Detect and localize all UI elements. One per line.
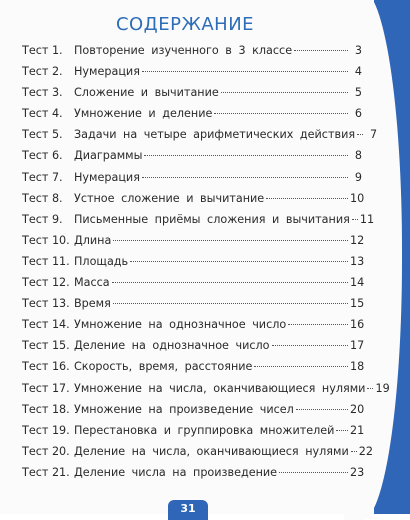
toc-page-number: 20: [350, 402, 365, 416]
toc-dot-leader: [279, 472, 348, 473]
toc-test-title: Устное сложение и вычитание: [74, 191, 265, 205]
toc-row: [22, 107, 362, 128]
toc-test-title: Умножение на числа, оканчивающиеся нулями: [74, 381, 366, 395]
toc-test-number: Тест 15.: [22, 339, 70, 353]
toc-test-title: Нумерация: [74, 170, 140, 184]
toc-dot-leader: [266, 198, 348, 199]
toc-row: [22, 212, 375, 234]
toc-page-number: 6: [354, 107, 362, 121]
toc-row: [22, 360, 365, 381]
toc-page-number: 18: [350, 360, 365, 374]
toc-test-number: Тест 13.: [22, 297, 70, 311]
toc-dot-leader: [142, 71, 348, 72]
toc-row: [22, 86, 362, 107]
toc-test-title: Скорость, время, расстояние: [74, 360, 253, 374]
toc-row: [22, 191, 365, 213]
toc-page-number: 4: [354, 65, 362, 79]
toc-test-number: Тест 1.: [22, 44, 63, 57]
page-number-badge: 31: [168, 500, 208, 520]
toc-test-title: Масса: [74, 276, 110, 290]
toc-test-number: Тест 16.: [22, 360, 70, 374]
toc-page-number: 15: [350, 297, 365, 311]
toc-test-title: Умножение на однозначное число: [74, 318, 287, 332]
toc-dot-leader: [113, 303, 348, 304]
toc-dot-leader: [214, 113, 348, 114]
toc-page-number: 23: [350, 465, 365, 479]
toc-test-title: Площадь: [74, 254, 129, 268]
toc-test-title: Деление числа на произведение: [74, 465, 278, 479]
toc-row: [22, 381, 390, 403]
toc-test-number: Тест 10.: [22, 233, 70, 247]
toc-page-number: 13: [350, 254, 365, 268]
toc-row: [22, 318, 365, 339]
toc-row: [22, 465, 365, 487]
toc-test-number: Тест 8.: [22, 191, 63, 205]
toc-page-number: 12: [350, 233, 365, 247]
toc-page-number: 17: [350, 339, 365, 353]
toc-dot-leader: [357, 134, 363, 135]
toc-dot-leader: [296, 409, 348, 410]
toc-row: [22, 149, 362, 170]
toc-row: [22, 276, 365, 297]
toc-test-number: Тест 21.: [22, 465, 70, 479]
toc-test-title: Письменные приёмы сложения и вычитания: [74, 212, 350, 226]
toc-page-number: 5: [354, 86, 362, 100]
toc-dot-leader: [254, 366, 348, 367]
toc-test-number: Тест 6.: [22, 149, 63, 163]
toc-dot-leader: [112, 282, 348, 283]
toc-test-title: Задачи на четыре арифметических действия: [74, 128, 356, 142]
toc-page-number: 14: [350, 276, 365, 290]
toc-test-number: Тест 9.: [22, 212, 63, 226]
toc-test-title: Умножение на произведение чисел: [74, 402, 294, 416]
toc-test-title: Деление на однозначное число: [74, 339, 270, 353]
page-title: СОДЕРЖАНИЕ: [115, 14, 255, 35]
toc-dot-leader: [221, 92, 348, 93]
toc-row: [22, 233, 365, 255]
toc-test-number: Тест 12.: [22, 276, 70, 290]
toc-page-number: 10: [350, 191, 365, 205]
toc-dot-leader: [288, 324, 348, 325]
toc-row: [22, 402, 365, 424]
toc-dot-leader: [130, 261, 348, 262]
toc-page-number: 22: [358, 444, 373, 458]
toc-row: [22, 171, 362, 192]
toc-dot-leader: [352, 219, 358, 220]
toc-page-number: 3: [354, 44, 362, 57]
toc-test-title: Перестановка и группировка множителей: [74, 423, 335, 437]
toc-row: [22, 65, 362, 86]
toc-row: [22, 423, 365, 445]
table-of-contents: [22, 44, 390, 487]
toc-test-number: Тест 3.: [22, 86, 63, 100]
toc-test-number: Тест 20.: [22, 444, 70, 458]
toc-dot-leader: [294, 50, 348, 51]
toc-dot-leader: [113, 240, 348, 241]
toc-row: [22, 339, 365, 360]
toc-test-title: Деление на числа, оканчивающиеся нулями: [74, 444, 349, 458]
toc-page-number: 21: [350, 423, 365, 437]
toc-dot-leader: [336, 430, 348, 431]
toc-test-title: Нумерация: [74, 65, 140, 79]
toc-test-number: Тест 14.: [22, 318, 70, 332]
toc-page-number: 16: [350, 318, 365, 332]
toc-page-number: 8: [354, 149, 362, 163]
toc-dot-leader: [142, 177, 348, 178]
toc-test-number: Тест 2.: [22, 65, 63, 79]
toc-test-number: Тест 7.: [22, 170, 63, 184]
toc-dot-leader: [351, 451, 357, 452]
toc-test-title: Время: [74, 297, 111, 311]
toc-test-number: Тест 5.: [22, 128, 63, 142]
toc-test-number: Тест 4.: [22, 107, 63, 121]
toc-test-title: Умножение и деление: [74, 107, 213, 121]
toc-page-number: 9: [354, 170, 362, 184]
toc-test-number: Тест 18.: [22, 402, 70, 416]
toc-dot-leader: [272, 345, 348, 346]
toc-test-number: Тест 17.: [22, 381, 70, 395]
toc-test-number: Тест 11.: [22, 254, 70, 268]
toc-test-title: Диаграммы: [74, 149, 143, 163]
toc-test-title: Повторение изученного в 3 классе: [74, 44, 293, 57]
toc-page-number: 11: [359, 212, 375, 226]
toc-dot-leader: [144, 155, 348, 156]
toc-row: [22, 444, 373, 466]
toc-row: [22, 297, 365, 318]
toc-row: [22, 44, 362, 65]
toc-test-title: Сложение и вычитание: [74, 86, 219, 100]
toc-page-number: 19: [375, 381, 390, 395]
toc-dot-leader: [367, 388, 373, 389]
toc-page-number: 7: [369, 128, 378, 142]
toc-row: [22, 254, 365, 276]
toc-row: [22, 128, 378, 149]
toc-test-number: Тест 19.: [22, 423, 70, 437]
toc-test-title: Длина: [74, 233, 112, 247]
